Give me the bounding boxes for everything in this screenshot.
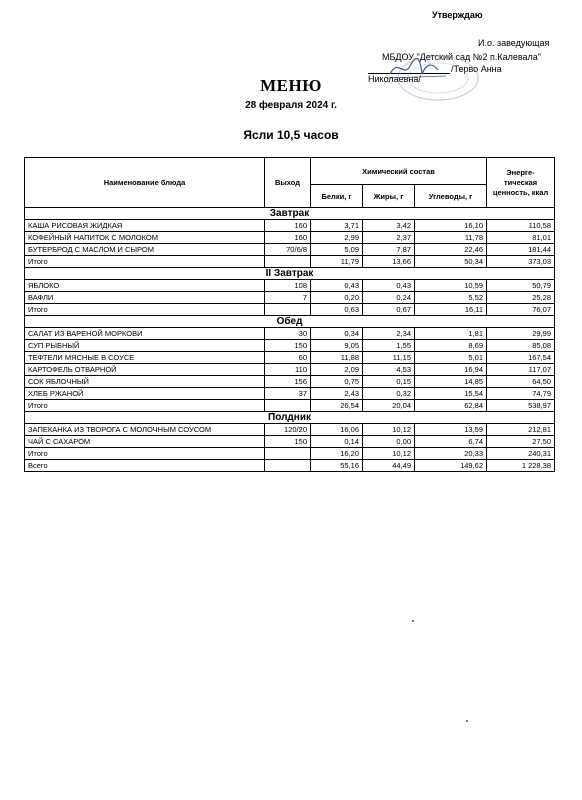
total-fat: 0,67 <box>363 304 415 316</box>
dish-output: 70/6/8 <box>265 244 311 256</box>
dish-carb: 1,81 <box>415 328 487 340</box>
total-protein: 16,20 <box>311 448 363 460</box>
total-label: Итого <box>25 256 265 268</box>
dish-carb: 5,01 <box>415 352 487 364</box>
page-title: МЕНЮ <box>260 76 322 95</box>
total-row <box>25 304 555 316</box>
dish-carb: 16,10 <box>415 220 487 232</box>
col-header-carb: Углеводы, г <box>415 185 487 208</box>
dish-energy: 50,79 <box>487 280 555 292</box>
grand-total-carb: 149,62 <box>415 460 487 472</box>
dish-fat: 0,32 <box>363 388 415 400</box>
total-label: Итого <box>25 448 265 460</box>
dish-name: КАША РИСОВАЯ ЖИДКАЯ <box>25 220 265 232</box>
total-label: Итого <box>25 304 265 316</box>
dish-name: САЛАТ ИЗ ВАРЕНОЙ МОРКОВИ <box>25 328 265 340</box>
dish-output: 150 <box>265 436 311 448</box>
section-header-row <box>25 316 555 328</box>
grand-total-protein: 55,16 <box>311 460 363 472</box>
dish-output: 120/20 <box>265 424 311 436</box>
dish-protein: 0,20 <box>311 292 363 304</box>
dish-energy: 85,08 <box>487 340 555 352</box>
table-row <box>25 424 555 436</box>
table-row <box>25 292 555 304</box>
dish-name: ХЛЕБ РЖАНОЙ <box>25 388 265 400</box>
dish-output: 30 <box>265 328 311 340</box>
dish-output: 7 <box>265 292 311 304</box>
dish-name: ВАФЛИ <box>25 292 265 304</box>
dish-carb: 22,46 <box>415 244 487 256</box>
dish-protein: 9,05 <box>311 340 363 352</box>
section-title: Полдник <box>25 412 555 424</box>
dish-energy: 212,81 <box>487 424 555 436</box>
table-row <box>25 232 555 244</box>
dish-protein: 0,34 <box>311 328 363 340</box>
table-row <box>25 280 555 292</box>
dish-fat: 0,15 <box>363 376 415 388</box>
dish-carb: 13,59 <box>415 424 487 436</box>
dish-fat: 0,24 <box>363 292 415 304</box>
total-carb: 50,34 <box>415 256 487 268</box>
table-row <box>25 244 555 256</box>
dish-output: 37 <box>265 388 311 400</box>
approval-name: /Терво Анна Николаевна/ <box>368 64 502 84</box>
approval-organization: МБДОУ "Детский сад №2 п.Калевала" <box>382 52 541 62</box>
dish-name: ЧАЙ С САХАРОМ <box>25 436 265 448</box>
dish-output: 108 <box>265 280 311 292</box>
dish-protein: 0,75 <box>311 376 363 388</box>
grand-total-label: Всего <box>25 460 265 472</box>
dish-output: 150 <box>265 340 311 352</box>
total-protein: 0,63 <box>311 304 363 316</box>
menu-table <box>24 157 555 472</box>
signature-underline <box>368 64 450 74</box>
dish-protein: 16,06 <box>311 424 363 436</box>
dish-energy: 167,54 <box>487 352 555 364</box>
dish-carb: 6,74 <box>415 436 487 448</box>
dish-energy: 117,07 <box>487 364 555 376</box>
dish-energy: 81,01 <box>487 232 555 244</box>
dish-name: ЯБЛОКО <box>25 280 265 292</box>
dish-name: КАРТОФЕЛЬ ОТВАРНОЙ <box>25 364 265 376</box>
dish-name: КОФЕЙНЫЙ НАПИТОК С МОЛОКОМ <box>25 232 265 244</box>
col-header-energy: Энерге-тическая ценность, ккал <box>487 158 555 208</box>
approval-position: И.о. заведующая <box>478 38 550 48</box>
dish-name: БУТЕРБРОД С МАСЛОМ И СЫРОМ <box>25 244 265 256</box>
total-energy: 538,97 <box>487 400 555 412</box>
section-title: Завтрак <box>25 208 555 220</box>
dish-carb: 10,59 <box>415 280 487 292</box>
total-output <box>265 400 311 412</box>
dish-fat: 7,87 <box>363 244 415 256</box>
col-header-name: Наименование блюда <box>25 158 265 208</box>
dish-energy: 27,50 <box>487 436 555 448</box>
total-carb: 62,84 <box>415 400 487 412</box>
dish-name: СУП РЫБНЫЙ <box>25 340 265 352</box>
dish-fat: 0,43 <box>363 280 415 292</box>
section-header-row <box>25 208 555 220</box>
dish-fat: 10,12 <box>363 424 415 436</box>
dish-output: 156 <box>265 376 311 388</box>
total-label: Итого <box>25 400 265 412</box>
dish-protein: 2,09 <box>311 364 363 376</box>
scan-speck <box>466 720 468 722</box>
section-header-row <box>25 412 555 424</box>
dish-energy: 110,58 <box>487 220 555 232</box>
total-energy: 76,07 <box>487 304 555 316</box>
dish-protein: 2,43 <box>311 388 363 400</box>
total-output <box>265 448 311 460</box>
dish-name: СОК ЯБЛОЧНЫЙ <box>25 376 265 388</box>
scan-speck <box>412 620 414 622</box>
total-carb: 16,11 <box>415 304 487 316</box>
dish-fat: 1,55 <box>363 340 415 352</box>
total-carb: 20,33 <box>415 448 487 460</box>
dish-fat: 0,00 <box>363 436 415 448</box>
total-protein: 26,54 <box>311 400 363 412</box>
total-output <box>265 256 311 268</box>
total-protein: 11,79 <box>311 256 363 268</box>
total-output <box>265 304 311 316</box>
dish-output: 160 <box>265 220 311 232</box>
group-label: Ясли 10,5 часов <box>243 128 339 142</box>
dish-protein: 3,71 <box>311 220 363 232</box>
dish-energy: 181,44 <box>487 244 555 256</box>
approval-title: Утверждаю <box>432 10 483 20</box>
grand-total-fat: 44,49 <box>363 460 415 472</box>
total-row <box>25 400 555 412</box>
total-row <box>25 256 555 268</box>
section-title: Обед <box>25 316 555 328</box>
total-fat: 20,04 <box>363 400 415 412</box>
dish-protein: 2,99 <box>311 232 363 244</box>
section-title: II Завтрак <box>25 268 555 280</box>
dish-carb: 11,78 <box>415 232 487 244</box>
dish-fat: 3,42 <box>363 220 415 232</box>
dish-carb: 16,94 <box>415 364 487 376</box>
dish-name: ЗАПЕКАНКА ИЗ ТВОРОГА С МОЛОЧНЫМ СОУСОМ <box>25 424 265 436</box>
grand-total-output <box>265 460 311 472</box>
grand-total-row <box>25 460 555 472</box>
table-row <box>25 328 555 340</box>
total-row <box>25 448 555 460</box>
dish-energy: 29,99 <box>487 328 555 340</box>
dish-output: 160 <box>265 232 311 244</box>
dish-energy: 64,50 <box>487 376 555 388</box>
dish-fat: 4,53 <box>363 364 415 376</box>
dish-output: 110 <box>265 364 311 376</box>
dish-fat: 2,37 <box>363 232 415 244</box>
col-header-chem: Химический состав <box>311 158 487 185</box>
dish-fat: 2,34 <box>363 328 415 340</box>
menu-date: 28 февраля 2024 г. <box>245 100 337 111</box>
col-header-protein: Белки, г <box>311 185 363 208</box>
dish-protein: 5,09 <box>311 244 363 256</box>
section-header-row <box>25 268 555 280</box>
total-fat: 10,12 <box>363 448 415 460</box>
table-row <box>25 364 555 376</box>
table-row <box>25 340 555 352</box>
dish-protein: 0,14 <box>311 436 363 448</box>
dish-fat: 11,15 <box>363 352 415 364</box>
table-row <box>25 436 555 448</box>
total-energy: 240,31 <box>487 448 555 460</box>
dish-carb: 14,85 <box>415 376 487 388</box>
dish-carb: 5,52 <box>415 292 487 304</box>
dish-name: ТЕФТЕЛИ МЯСНЫЕ В СОУСЕ <box>25 352 265 364</box>
dish-carb: 15,54 <box>415 388 487 400</box>
table-row <box>25 376 555 388</box>
dish-carb: 8,69 <box>415 340 487 352</box>
grand-total-energy: 1 228,38 <box>487 460 555 472</box>
dish-protein: 0,43 <box>311 280 363 292</box>
dish-protein: 11,88 <box>311 352 363 364</box>
dish-output: 60 <box>265 352 311 364</box>
table-row <box>25 388 555 400</box>
total-energy: 373,03 <box>487 256 555 268</box>
col-header-fat: Жиры, г <box>363 185 415 208</box>
dish-energy: 74,79 <box>487 388 555 400</box>
table-row <box>25 220 555 232</box>
dish-energy: 25,28 <box>487 292 555 304</box>
col-header-output: Выход <box>265 158 311 208</box>
table-row <box>25 352 555 364</box>
menu-table-body <box>25 208 555 472</box>
total-fat: 13,66 <box>363 256 415 268</box>
